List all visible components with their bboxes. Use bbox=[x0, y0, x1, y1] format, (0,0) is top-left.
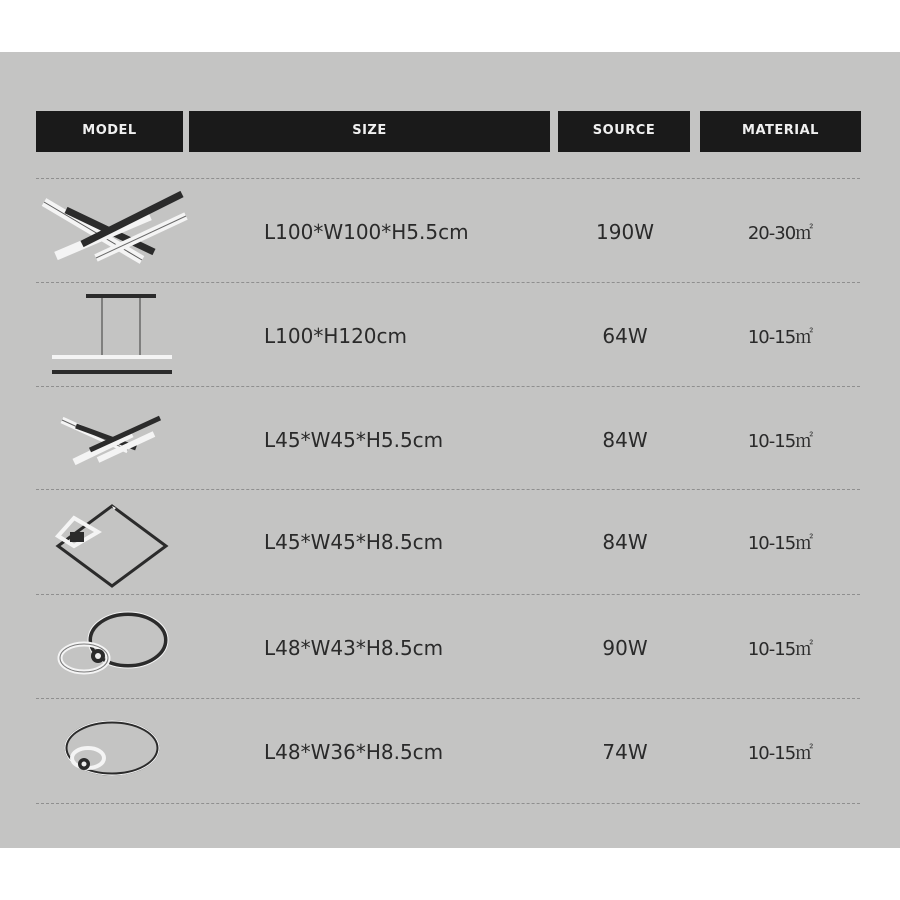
source-value: 64W bbox=[602, 324, 648, 348]
material-value: 20-30㎡ bbox=[747, 223, 813, 244]
table-row bbox=[0, 284, 900, 388]
material-value: 10-15㎡ bbox=[747, 743, 813, 764]
row-divider bbox=[36, 386, 860, 387]
square-frame-ceiling-light-icon bbox=[36, 490, 188, 594]
material-value: 10-15㎡ bbox=[747, 327, 813, 348]
size-value: L48*W36*H8.5cm bbox=[264, 740, 444, 764]
source-value: 74W bbox=[602, 740, 648, 764]
table-row bbox=[0, 490, 900, 594]
table-row bbox=[0, 596, 900, 700]
header-source: SOURCE bbox=[558, 111, 690, 152]
cross-bar-ceiling-light-icon bbox=[36, 180, 188, 284]
source-value: 84W bbox=[602, 530, 648, 554]
size-value: L48*W43*H8.5cm bbox=[264, 636, 444, 660]
source-value: 190W bbox=[596, 220, 654, 244]
size-value: L100*H120cm bbox=[264, 324, 408, 348]
table-row bbox=[0, 700, 900, 804]
header-size: SIZE bbox=[189, 111, 550, 152]
row-divider bbox=[36, 803, 860, 804]
row-divider bbox=[36, 698, 860, 699]
row-divider bbox=[36, 178, 860, 179]
linear-pendant-light-icon bbox=[36, 284, 188, 388]
source-value: 90W bbox=[602, 636, 648, 660]
size-value: L45*W45*H5.5cm bbox=[264, 428, 444, 452]
material-value: 10-15㎡ bbox=[747, 639, 813, 660]
size-value: L45*W45*H8.5cm bbox=[264, 530, 444, 554]
source-value: 84W bbox=[602, 428, 648, 452]
double-ring-ceiling-light-icon bbox=[36, 596, 188, 700]
header-material: MATERIAL bbox=[700, 111, 861, 152]
material-value: 10-15㎡ bbox=[747, 431, 813, 452]
row-divider bbox=[36, 594, 860, 595]
table-row bbox=[0, 388, 900, 492]
table-row bbox=[0, 180, 900, 284]
size-value: L100*W100*H5.5cm bbox=[264, 220, 469, 244]
header-model: MODEL bbox=[36, 111, 183, 152]
row-divider bbox=[36, 282, 860, 283]
single-ring-ceiling-light-icon bbox=[36, 700, 188, 804]
spec-table-panel bbox=[0, 52, 900, 848]
material-value: 10-15㎡ bbox=[747, 533, 813, 554]
small-cross-bar-ceiling-light-icon bbox=[36, 388, 188, 492]
